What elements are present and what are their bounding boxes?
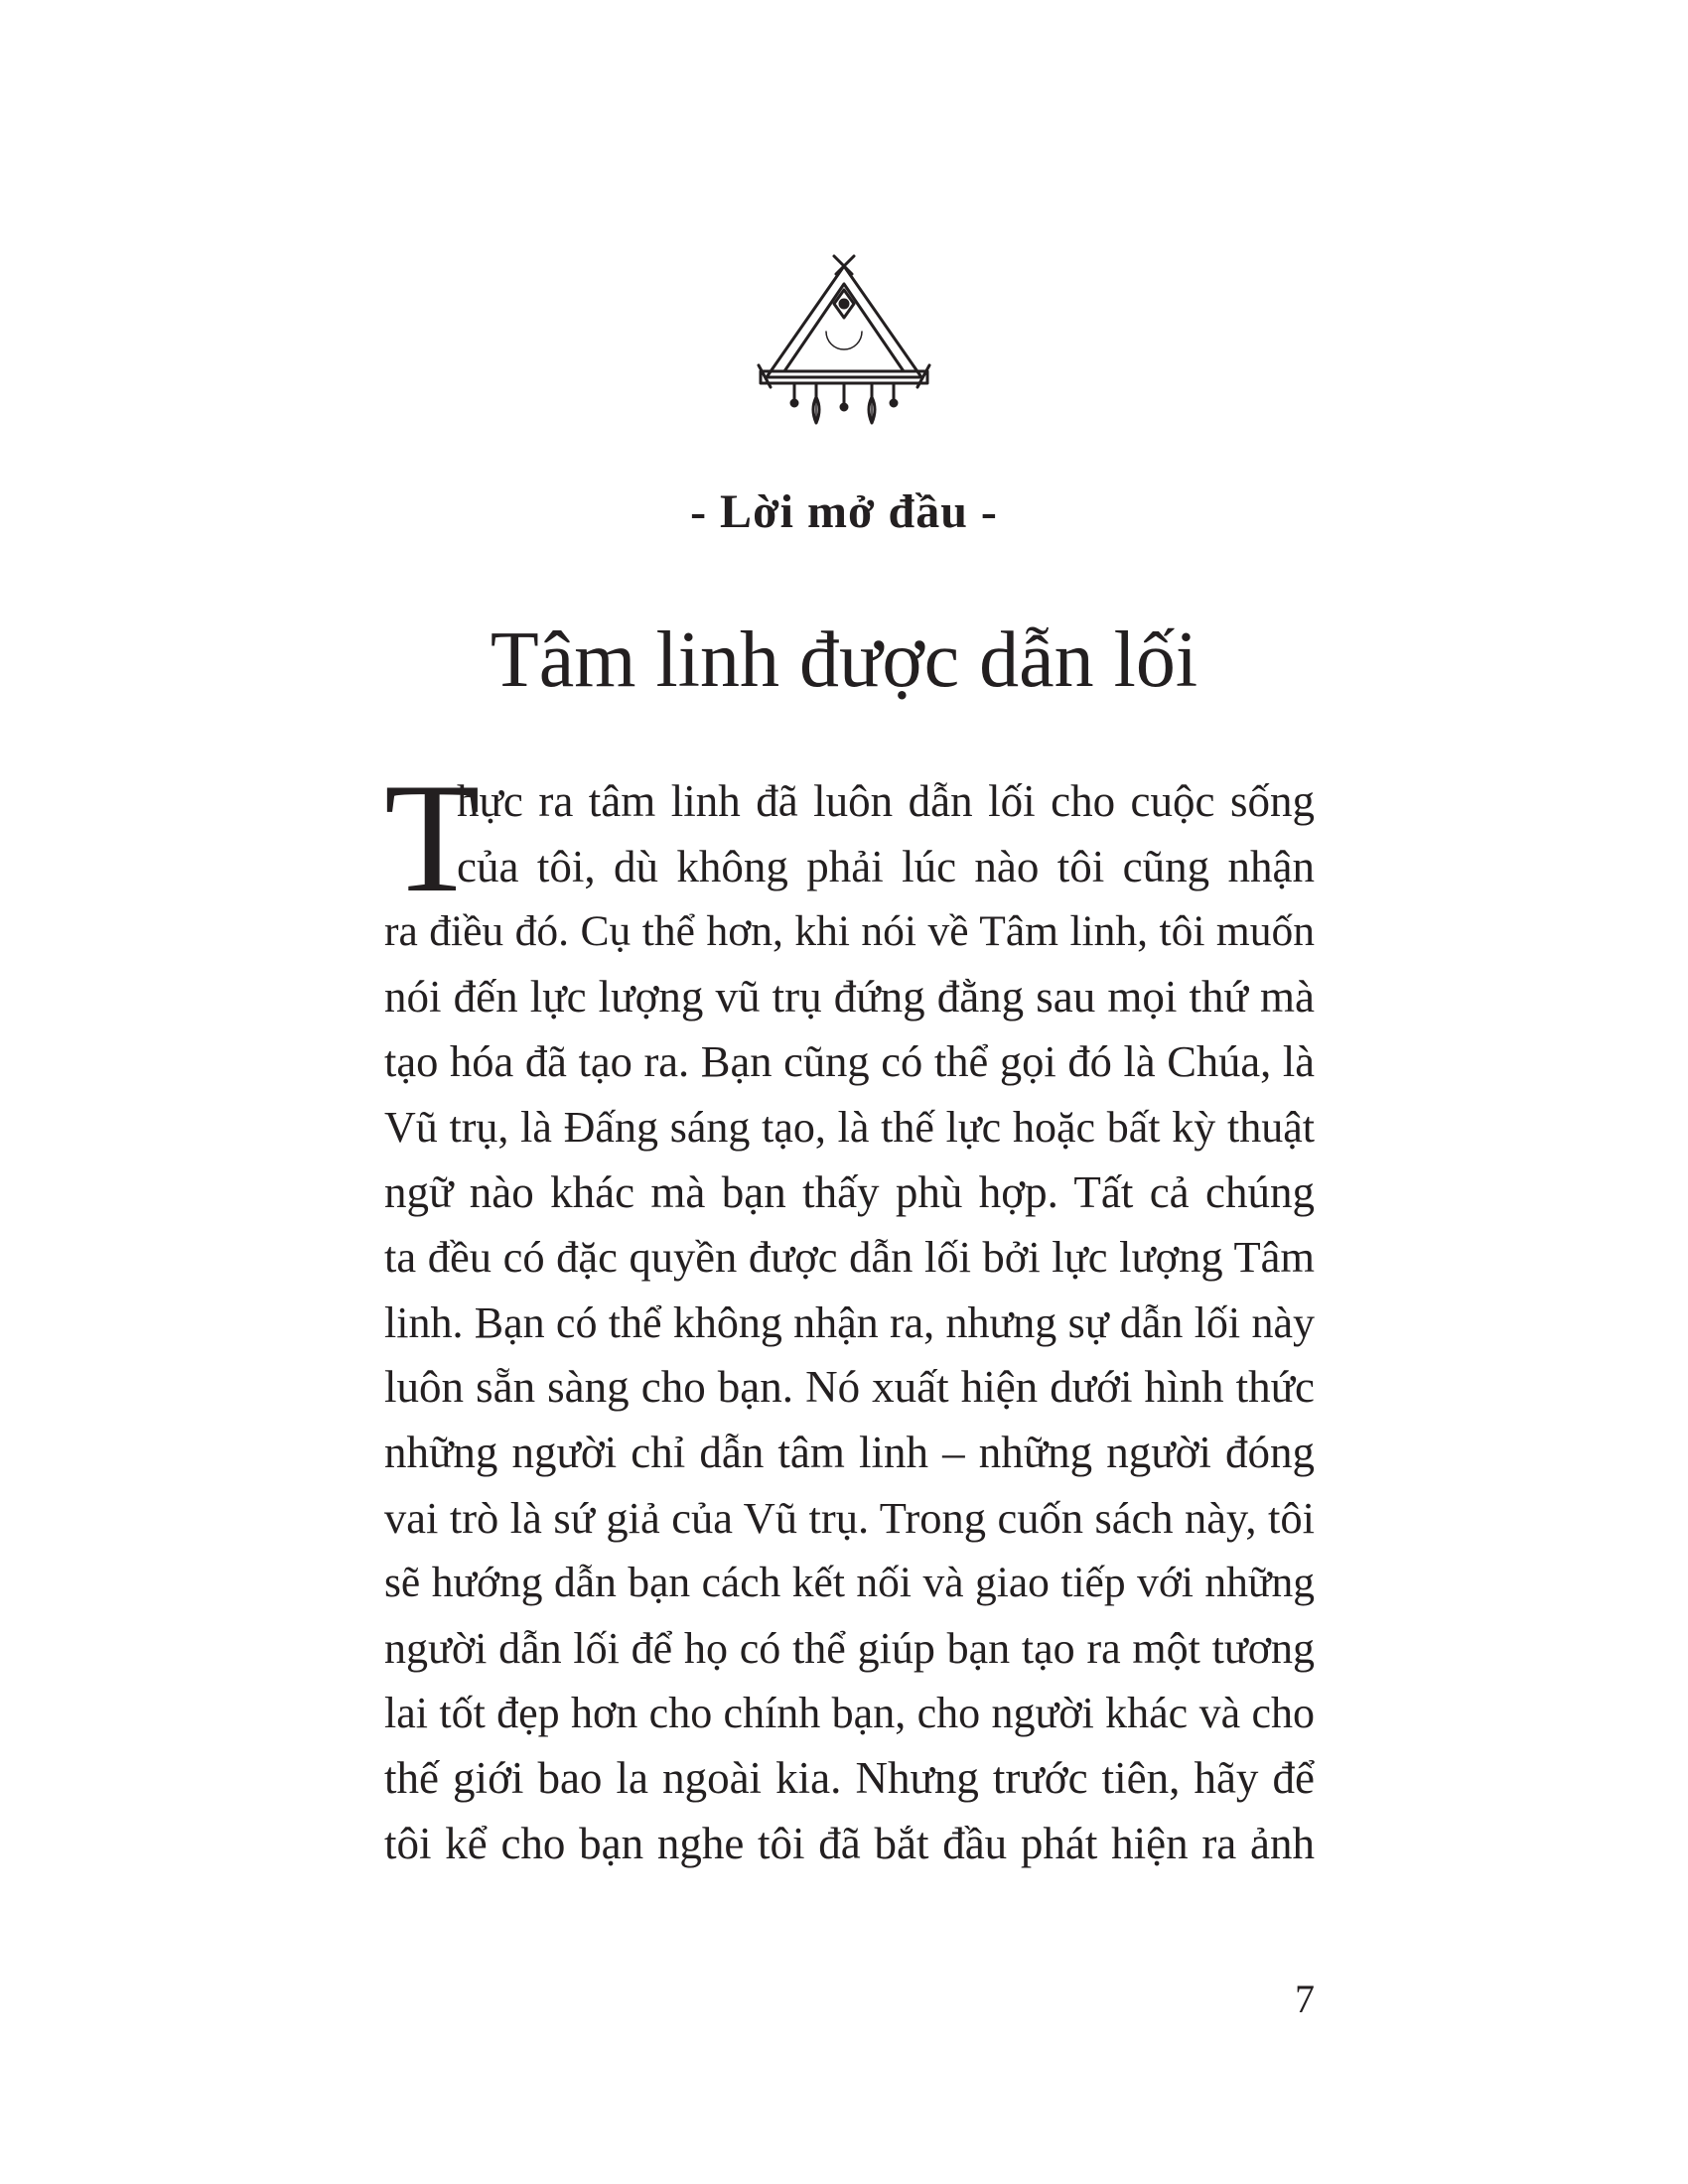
body-line: ta đều có đặc quyền được dẫn lối bởi lực lượng Tâm: [384, 1232, 1315, 1283]
triangle-dreamcatcher-icon: [755, 248, 933, 427]
body-line: vai trò là sứ giả của Vũ trụ. Trong cuốn sách này, tôi: [384, 1492, 1315, 1543]
body-line: lai tốt đẹp hơn cho chính bạn, cho người khác và cho: [384, 1689, 1315, 1738]
body-line: ngữ nào khác mà bạn thấy phù hợp. Tất cả chúng: [384, 1166, 1315, 1217]
body-line: linh. Bạn có thể không nhận ra, nhưng sự dẫn lối này: [384, 1297, 1315, 1347]
body-line: những người chỉ dẫn tâm linh – những người đóng: [384, 1427, 1315, 1477]
chapter-title: Tâm linh được dẫn lối: [490, 616, 1198, 704]
body-line: sẽ hướng dẫn bạn cách kết nối và giao tiếp với những: [384, 1559, 1315, 1607]
body-line: tôi kể cho bạn nghe tôi đã bắt đầu phát hiện ra ảnh: [384, 1818, 1315, 1868]
body-line: tạo hóa đã tạo ra. Bạn cũng có thể gọi đó là Chúa, là: [384, 1036, 1315, 1087]
body-text: [384, 751, 1315, 1876]
body-line: của tôi, dù không phải lúc nào tôi cũng nhận: [457, 841, 1315, 891]
body-line: nói đến lực lượng vũ trụ đứng đằng sau mọi thứ mà: [384, 971, 1315, 1022]
body-line: người dẫn lối để họ có thể giúp bạn tạo ra một tương: [384, 1623, 1315, 1673]
page-number: 7: [1295, 1977, 1315, 2021]
body-line: thế giới bao la ngoài kia. Nhưng trước tiên, hãy để: [384, 1752, 1315, 1803]
body-line: ra điều đó. Cụ thể hơn, khi nói về Tâm linh, tôi muốn: [384, 907, 1315, 956]
section-label: - Lời mở đầu -: [690, 485, 998, 538]
body-line: Vũ trụ, là Đấng sáng tạo, là thế lực hoặc bất kỳ thuật: [384, 1102, 1315, 1152]
drop-cap: T: [384, 751, 481, 925]
body-line: luôn sẵn sàng cho bạn. Nó xuất hiện dưới hình thức: [384, 1362, 1315, 1413]
body-line: hực ra tâm linh đã luôn dẫn lối cho cuộc sống: [457, 776, 1315, 826]
